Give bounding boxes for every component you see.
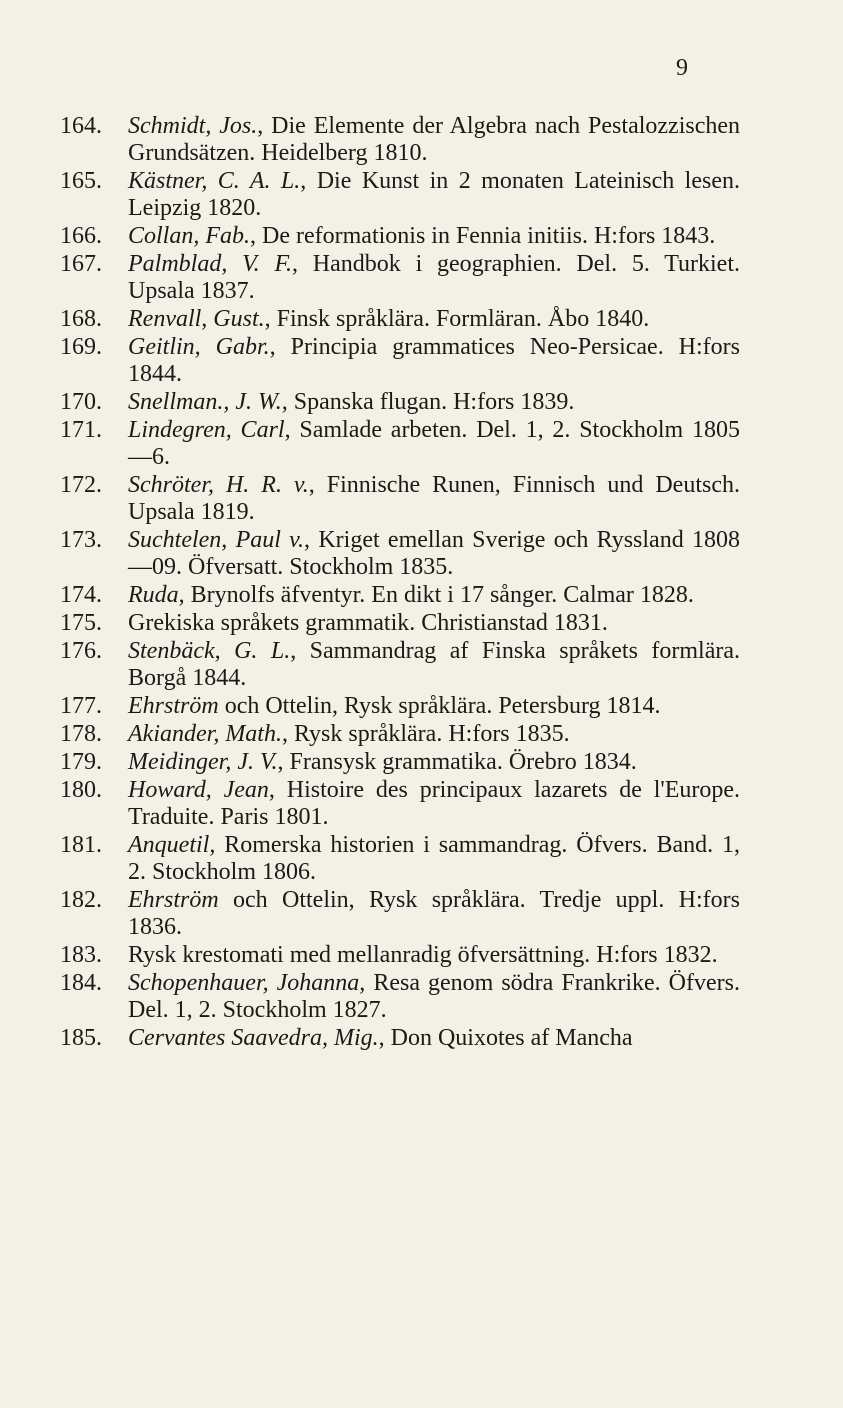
- entry-author: Schmidt, Jos.: [128, 113, 258, 139]
- entry-text: [128, 251, 740, 305]
- entry-title: och Ottelin, Rysk språklära. Tredje uppl. H:fors 1836.: [128, 887, 740, 940]
- entry-number: 174.: [60, 582, 102, 608]
- entry-title: , Principia grammatices Neo-Persicae. H:fors 1844.: [128, 334, 740, 387]
- entry-number: 166.: [60, 223, 102, 249]
- list-item: [60, 472, 740, 526]
- entry-number: 178.: [60, 721, 102, 747]
- entry-title: , Sammandrag af Finska språkets formlära. Borgå 1844.: [128, 638, 740, 691]
- entry-author: Lindegren, Carl: [128, 417, 285, 443]
- list-item: [60, 113, 740, 167]
- entry-text: [128, 749, 740, 776]
- list-item: [60, 693, 740, 720]
- list-item: [60, 417, 740, 471]
- entry-number: 165.: [60, 168, 102, 194]
- entry-title: , Kriget emellan Sverige och Ryssland 1808—09. Öfversatt. Stockholm 1835.: [128, 527, 740, 580]
- entry-author: Ehrström: [128, 693, 219, 719]
- entry-text: [128, 777, 740, 831]
- entry-title: , Samlade arbeten. Del. 1, 2. Stockholm 1805—6.: [128, 417, 740, 470]
- entry-author: Meidinger, J. V.: [128, 749, 278, 775]
- entry-text: [128, 527, 740, 581]
- entry-author: Ehrström: [128, 887, 219, 913]
- entry-text: [128, 638, 740, 692]
- entry-author: Kästner, C. A. L.: [128, 168, 301, 194]
- list-item: [60, 306, 740, 333]
- list-item: [60, 887, 740, 941]
- entry-text: [128, 970, 740, 1024]
- entry-title: Resa genom södra Frankrike. Öfvers. Del. 1, 2. Stockholm 1827.: [128, 970, 740, 1023]
- entry-number: 182.: [60, 887, 102, 913]
- entry-title: , Finsk språklära. Formläran. Åbo 1840.: [264, 306, 650, 332]
- list-item: [60, 942, 740, 969]
- entry-number: 185.: [60, 1025, 102, 1051]
- entry-number: 177.: [60, 693, 102, 719]
- entry-author: Ruda: [128, 582, 179, 608]
- entry-title: Romerska historien i sammandrag. Öfvers. Band. 1, 2. Stockholm 1806.: [128, 832, 740, 885]
- entry-text: [128, 334, 740, 388]
- entry-number: 173.: [60, 527, 102, 553]
- entry-number: 168.: [60, 306, 102, 332]
- entry-title: , Handbok i geographien. Del. 5. Turkiet. Upsala 1837.: [128, 251, 740, 304]
- entry-number: 180.: [60, 777, 102, 803]
- entry-author: Schröter, H. R. v.: [128, 472, 309, 498]
- entry-author: Collan, Fab.: [128, 223, 251, 249]
- entry-text: [128, 942, 740, 969]
- entry-text: [128, 472, 740, 526]
- list-item: [60, 168, 740, 222]
- entry-number: 167.: [60, 251, 102, 277]
- entry-author: Howard, Jean: [128, 777, 269, 803]
- entry-text: [128, 389, 740, 416]
- entry-title: Rysk krestomati med mellanradig öfversättning. H:fors 1832.: [128, 942, 718, 968]
- entry-number: 183.: [60, 942, 102, 968]
- entry-number: 170.: [60, 389, 102, 415]
- entry-text: [128, 168, 740, 222]
- entry-text: [128, 610, 740, 637]
- entry-title: , Rysk språklära. H:fors 1835.: [281, 721, 570, 747]
- entry-author: Geitlin, Gabr.: [128, 334, 270, 360]
- list-item: [60, 582, 740, 609]
- entry-title: , Fransysk grammatika. Örebro 1834.: [277, 749, 637, 775]
- bibliography-list: [60, 113, 740, 1052]
- entry-author: Stenbäck, G. L.: [128, 638, 291, 664]
- entry-number: 169.: [60, 334, 102, 360]
- entry-text: [128, 887, 740, 941]
- list-item: [60, 721, 740, 748]
- entry-title: , De reformationis in Fennia initiis. H:fors 1843.: [250, 223, 716, 249]
- entry-author: Snellman., J. W.: [128, 389, 282, 415]
- entry-author: Palmblad, V. F.: [128, 251, 293, 277]
- entry-text: [128, 582, 740, 609]
- entry-title: och Ottelin, Rysk språklära. Petersburg 1814.: [218, 693, 661, 719]
- list-item: [60, 389, 740, 416]
- entry-title: , Brynolfs äfventyr. En dikt i 17 sånger. Calmar 1828.: [178, 582, 694, 608]
- list-item: [60, 251, 740, 305]
- entry-number: 181.: [60, 832, 102, 858]
- entry-number: 179.: [60, 749, 102, 775]
- entry-number: 171.: [60, 417, 102, 443]
- list-item: [60, 970, 740, 1024]
- list-item: [60, 334, 740, 388]
- entry-text: [128, 417, 740, 471]
- entry-number: 172.: [60, 472, 102, 498]
- entry-title: , Finnische Runen, Finnisch und Deutsch. Upsala 1819.: [128, 472, 740, 525]
- list-item: [60, 1025, 740, 1052]
- entry-title: , Don Quixotes af Mancha: [378, 1025, 633, 1051]
- entry-text: [128, 832, 740, 886]
- entry-text: [128, 693, 740, 720]
- list-item: [60, 638, 740, 692]
- entry-author: Akiander, Math.: [128, 721, 282, 747]
- entry-title: , Die Kunst in 2 monaten Lateinisch lesen. Leipzig 1820.: [128, 168, 740, 221]
- entry-text: [128, 306, 740, 333]
- entry-number: 175.: [60, 610, 102, 636]
- entry-author: Cervantes Saavedra, Mig.: [128, 1025, 379, 1051]
- entry-number: 184.: [60, 970, 102, 996]
- list-item: [60, 610, 740, 637]
- entry-text: [128, 1025, 740, 1052]
- entry-author: Renvall, Gust.: [128, 306, 265, 332]
- list-item: [60, 832, 740, 886]
- entry-number: 164.: [60, 113, 102, 139]
- list-item: [60, 223, 740, 250]
- entry-title: , Die Elemente der Algebra nach Pestalozzischen Grundsätzen. Heidelberg 1810.: [128, 113, 741, 166]
- entry-text: [128, 223, 740, 250]
- list-item: [60, 527, 740, 581]
- entry-number: 176.: [60, 638, 102, 664]
- entry-author: Suchtelen, Paul v.: [128, 527, 305, 553]
- entry-title: Grekiska språkets grammatik. Christianstad 1831.: [128, 610, 608, 636]
- entry-text: [128, 721, 740, 748]
- entry-author: Schopenhauer, Johanna,: [128, 970, 366, 996]
- list-item: [60, 777, 740, 831]
- entry-title: , Histoire des principaux lazarets de l'Europe. Traduite. Paris 1801.: [128, 777, 741, 830]
- entry-author: Anquetil,: [128, 832, 216, 858]
- entry-title: , Spanska flugan. H:fors 1839.: [281, 389, 575, 415]
- page-number: 9: [676, 55, 688, 81]
- entry-text: [128, 113, 740, 167]
- list-item: [60, 749, 740, 776]
